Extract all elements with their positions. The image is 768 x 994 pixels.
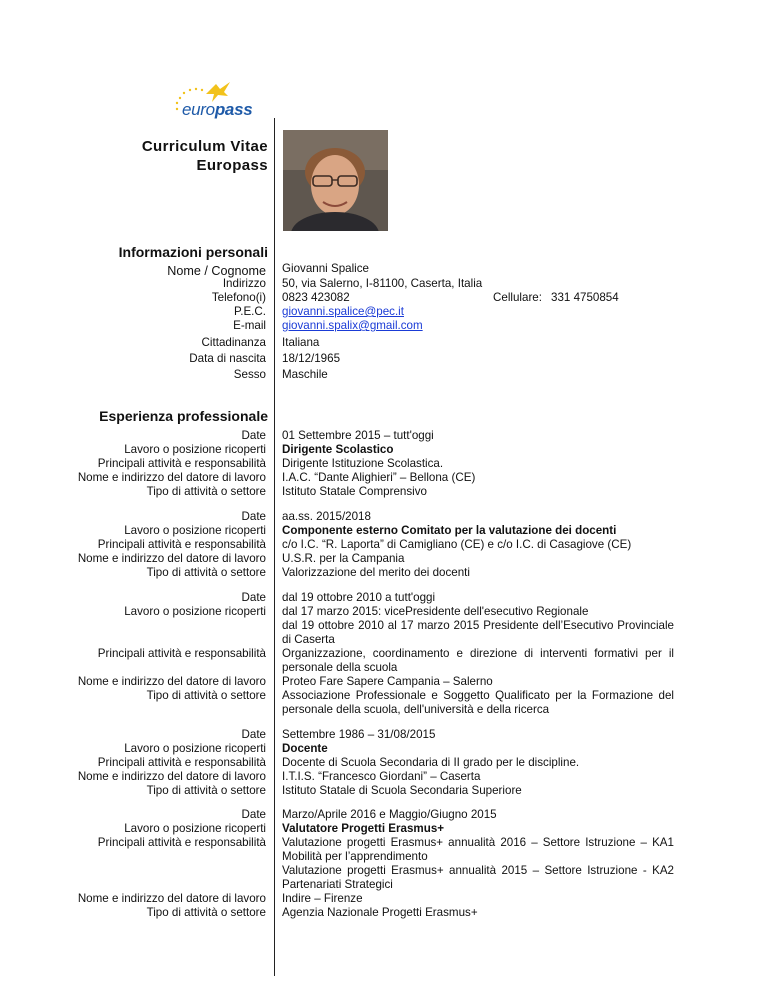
label-date: Date <box>241 808 266 821</box>
entry-5-position: Valutatore Progetti Erasmus+ <box>282 822 445 835</box>
label-mobile: Cellulare: <box>493 291 542 304</box>
label-position: Lavoro o posizione ricoperti <box>124 822 266 835</box>
section-title-experience: Esperienza professionale <box>99 408 268 424</box>
entry-3-sector: Associazione Professionale e Soggetto Qualificato per la Formazione del personale della scuola, dell'università e della ricerca <box>282 689 674 716</box>
europass-logo <box>168 80 268 122</box>
entry-3-position-2: dal 19 ottobre 2010 al 17 marzo 2015 Presidente dell’Esecutivo Provinciale di Caserta <box>282 619 674 646</box>
value-name: Giovanni Spalice <box>282 262 370 275</box>
label-activities: Principali attività e responsabilità <box>97 457 266 470</box>
label-activities: Principali attività e responsabilità <box>97 836 266 849</box>
label-sector: Tipo di attività o settore <box>146 485 266 498</box>
entry-5-date: Marzo/Aprile 2016 e Maggio/Giugno 2015 <box>282 808 497 821</box>
entry-2-sector: Valorizzazione del merito dei docenti <box>282 566 470 579</box>
pec-link[interactable]: giovanni.spalice@pec.it <box>282 305 404 318</box>
value-birth-date: 18/12/1965 <box>282 352 341 365</box>
label-position: Lavoro o posizione ricoperti <box>124 524 266 537</box>
label-employer: Nome e indirizzo del datore di lavoro <box>77 552 266 565</box>
label-email: E-mail <box>233 319 266 332</box>
entry-4-sector: Istituto Statale di Scuola Secondaria Superiore <box>282 784 522 797</box>
label-employer: Nome e indirizzo del datore di lavoro <box>77 892 266 905</box>
label-name: Nome / Cognome <box>167 264 266 278</box>
label-date: Date <box>241 591 266 604</box>
title-line-1: Curriculum Vitae <box>141 138 268 155</box>
profile-photo <box>283 130 388 231</box>
entry-4-date: Settembre 1986 – 31/08/2015 <box>282 728 436 741</box>
email-link[interactable]: giovanni.spalix@gmail.com <box>282 319 423 332</box>
label-birth-date: Data di nascita <box>189 352 266 365</box>
label-sector: Tipo di attività o settore <box>146 566 266 579</box>
label-sex: Sesso <box>233 368 266 381</box>
label-employer: Nome e indirizzo del datore di lavoro <box>77 471 266 484</box>
label-date: Date <box>241 510 266 523</box>
label-sector: Tipo di attività o settore <box>146 784 266 797</box>
entry-2-date: aa.ss. 2015/2018 <box>282 510 371 523</box>
label-employer: Nome e indirizzo del datore di lavoro <box>77 770 266 783</box>
label-date: Date <box>241 429 266 442</box>
title-line-2: Europass <box>196 157 268 174</box>
label-position: Lavoro o posizione ricoperti <box>124 742 266 755</box>
label-sector: Tipo di attività o settore <box>146 906 266 919</box>
label-address: Indirizzo <box>222 277 266 290</box>
label-position: Lavoro o posizione ricoperti <box>124 443 266 456</box>
label-citizenship: Cittadinanza <box>201 336 266 349</box>
document-title <box>142 137 268 175</box>
value-phone: 0823 423082 <box>282 291 350 304</box>
label-pec: P.E.C. <box>233 305 266 318</box>
label-employer: Nome e indirizzo del datore di lavoro <box>77 675 266 688</box>
entry-1-sector: Istituto Statale Comprensivo <box>282 485 427 498</box>
entry-1-activities: Dirigente Istituzione Scolastica. <box>282 457 444 470</box>
entry-4-employer: I.T.I.S. “Francesco Giordani” – Caserta <box>282 770 481 783</box>
value-sex: Maschile <box>282 368 328 381</box>
column-divider <box>274 118 275 976</box>
entry-2-employer: U.S.R. per la Campania <box>282 552 405 565</box>
entry-5-sector: Agenzia Nazionale Progetti Erasmus+ <box>282 906 478 919</box>
label-phone: Telefono(i) <box>211 291 266 304</box>
entry-1-position: Dirigente Scolastico <box>282 443 394 456</box>
entry-5-activities-2: Valutazione progetti Erasmus+ annualità 2015 – Settore Istruzione - KA2 Partenariati Strategici <box>282 864 674 891</box>
entry-3-position-1: dal 17 marzo 2015: vicePresidente dell'esecutivo Regionale <box>282 605 589 618</box>
label-activities: Principali attività e responsabilità <box>97 538 266 551</box>
label-position: Lavoro o posizione ricoperti <box>124 605 266 618</box>
logo-pass: pass <box>214 100 253 119</box>
entry-3-employer: Proteo Fare Sapere Campania – Salerno <box>282 675 493 688</box>
value-citizenship: Italiana <box>282 336 320 349</box>
section-title-personal: Informazioni personali <box>118 244 268 260</box>
entry-3-date: dal 19 ottobre 2010 a tutt'oggi <box>282 591 436 604</box>
entry-4-position: Docente <box>282 742 328 755</box>
entry-3-activities: Organizzazione, coordinamento e direzione di interventi formativi per il personale della scuola <box>282 647 674 674</box>
label-activities: Principali attività e responsabilità <box>97 756 266 769</box>
entry-5-activities-1: Valutazione progetti Erasmus+ annualità 2016 – Settore Istruzione – KA1 Mobilità per l’apprendimento <box>282 836 674 863</box>
value-address: 50, via Salerno, I-81100, Caserta, Italia <box>282 277 483 290</box>
entry-2-position: Componente esterno Comitato per la valutazione dei docenti <box>282 524 617 537</box>
entry-2-activities: c/o I.C. “R. Laporta” di Camigliano (CE) e c/o I.C. di Casagiove (CE) <box>282 538 632 551</box>
entry-5-employer: Indire – Firenze <box>282 892 363 905</box>
label-sector: Tipo di attività o settore <box>146 689 266 702</box>
label-date: Date <box>241 728 266 741</box>
entry-1-employer: I.A.C. “Dante Alighieri” – Bellona (CE) <box>282 471 476 484</box>
value-mobile: 331 4750854 <box>551 291 619 304</box>
entry-4-activities: Docente di Scuola Secondaria di II grado per le discipline. <box>282 756 580 769</box>
logo-euro: euro <box>182 100 215 119</box>
label-activities: Principali attività e responsabilità <box>97 647 266 660</box>
entry-1-date: 01 Settembre 2015 – tutt'oggi <box>282 429 434 442</box>
